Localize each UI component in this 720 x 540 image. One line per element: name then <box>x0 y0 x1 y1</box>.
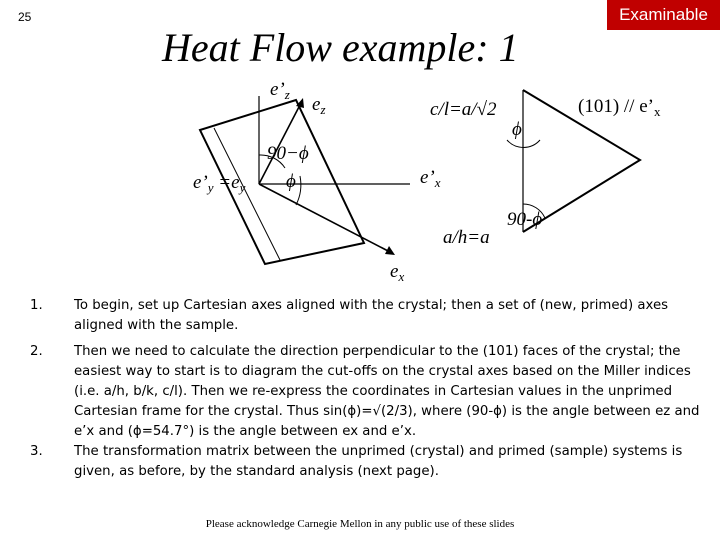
phi-right-label: ϕ <box>512 119 522 140</box>
step-item <box>30 296 700 336</box>
ex-label: $e_x$ <box>390 261 405 284</box>
footer-acknowledgement: Please acknowledge Carnegie Mellon in any public use of these slides <box>205 518 515 530</box>
examinable-badge: Examinable <box>607 0 720 30</box>
step-number: 2. <box>30 344 43 359</box>
step-item <box>30 442 700 482</box>
angle-90-minus-phi-right: 90-ϕ <box>507 209 543 230</box>
a-over-h-label: a/h=a <box>443 227 490 248</box>
phi-left-label: ϕ <box>286 171 296 192</box>
step-number: 3. <box>30 444 43 459</box>
angle-90-minus-phi-left: 90−ϕ <box>267 143 309 164</box>
slide-number: 25 <box>18 10 32 24</box>
step-text: Then we need to calculate the direction perpendicular to the (101) faces of the crystal; the easiest way to start is to diagram the cut-offs on the crystal axes based on the Miller indices (i.e. a/h, b/k, c/l). Then we re-express the coordinates in Cartesian values in the unprimed Cartesian frame for the crystal. Thus sin(ϕ)=√(2/3), where (90-ϕ) is the angle between ez and e’x and (ϕ=54.7°) is the angle between ex and e’x. <box>74 344 700 439</box>
ez-label: $e_z$ <box>312 94 326 117</box>
c-over-l-label: c/l=a/√2 <box>430 99 497 120</box>
step-text: The transformation matrix between the unprimed (crystal) and primed (sample) systems is given, as before, by the standard analysis (next page). <box>74 444 683 479</box>
slide-title: Heat Flow example: 1 <box>162 25 519 70</box>
step-item <box>30 342 700 442</box>
step-text: To begin, set up Cartesian axes aligned with the crystal; then a set of (new, primed) axes aligned with the sample. <box>74 298 669 333</box>
ex-prime-axis <box>259 184 390 252</box>
plane-label: $(101) // e’_x$ <box>578 96 661 119</box>
steps-list <box>30 296 700 482</box>
angle-arc-left-lower <box>296 176 301 205</box>
ez-prime-label: $e’_z$ <box>270 79 290 102</box>
step-number: 1. <box>30 298 43 313</box>
ey-label: $e’_y =e_y$ <box>193 172 246 195</box>
ex-prime-label: $e’_x$ <box>420 167 441 190</box>
